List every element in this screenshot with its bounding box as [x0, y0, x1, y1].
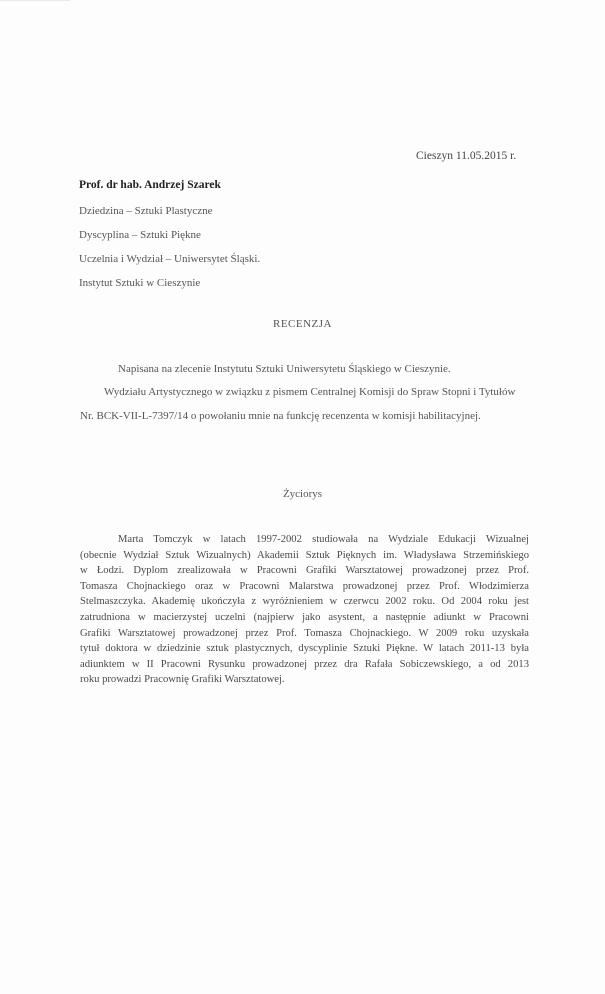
- biography-line: Grafiki Warsztatowej prowadzonej przez Prof. Tomasza Chojnackiego. W 2009 roku uzyskała: [80, 627, 529, 639]
- biography-line: Tomasza Chojnackiego oraz w Pracowni Malarstwa prowadzonej przez Prof. Włodzimierza: [80, 580, 529, 592]
- reviewer-university: Uczelnia i Wydział – Uniwersytet Śląski.: [79, 253, 261, 265]
- biography-paragraph: [80, 532, 529, 688]
- document-date: Cieszyn 11.05.2015 r.: [416, 150, 517, 162]
- scan-edge-mark: [0, 0, 70, 11]
- reviewer-institute: Instytut Sztuki w Cieszynie: [79, 277, 201, 289]
- document-title: RECENZJA: [273, 318, 332, 330]
- intro-line: Napisana na zlecenie Instytutu Sztuki Uniwersytetu Śląskiego w Cieszynie.: [118, 363, 451, 375]
- biography-line: Marta Tomczyk w latach 1997-2002 studiowała na Wydziale Edukacji Wizualnej: [118, 534, 529, 545]
- section-heading-biography: Życiorys: [282, 488, 323, 500]
- biography-line: (obecnie Wydział Sztuk Wizualnych) Akademii Sztuk Pięknych im. Władysława Strzemińskiego: [80, 549, 529, 561]
- intro-line: Nr. BCK-VII-L-7397/14 o powołaniu mnie na funkcję recenzenta w komisji habilitacyjnej.: [80, 410, 481, 422]
- reviewer-name: Prof. dr hab. Andrzej Szarek: [79, 179, 221, 191]
- biography-line: roku prowadzi Pracownię Grafiki Warsztatowej.: [80, 674, 285, 686]
- biography-line: w Łodzi. Dyplom zrealizowała w Pracowni Grafiki Warsztatowej prowadzonej przez Prof.: [80, 565, 529, 577]
- biography-line: zatrudniona w macierzystej uczelni (najpierw jako asystent, a następnie adiunkt w Pracowni: [80, 611, 529, 623]
- intro-line: Wydziału Artystycznego w związku z pismem Centralnej Komisji do Spraw Stopni i Tytułów: [104, 386, 516, 398]
- biography-line: adiunktem w II Pracowni Rysunku prowadzonej przez dra Rafała Sobiczewskiego, a od 2013: [80, 658, 529, 670]
- reviewer-discipline: Dyscyplina – Sztuki Piękne: [79, 229, 201, 241]
- reviewer-field: Dziedzina – Sztuki Plastyczne: [79, 205, 213, 217]
- biography-line: Stelmaszczyka. Akademię ukończyła z wyróżnieniem w czerwcu 2002 roku. Od 2004 roku jest: [80, 596, 529, 608]
- biography-line: tytuł doktora w dziedzinie sztuk plastycznych, dyscyplinie Sztuki Piękne. W latach 2011-13 była: [80, 643, 529, 655]
